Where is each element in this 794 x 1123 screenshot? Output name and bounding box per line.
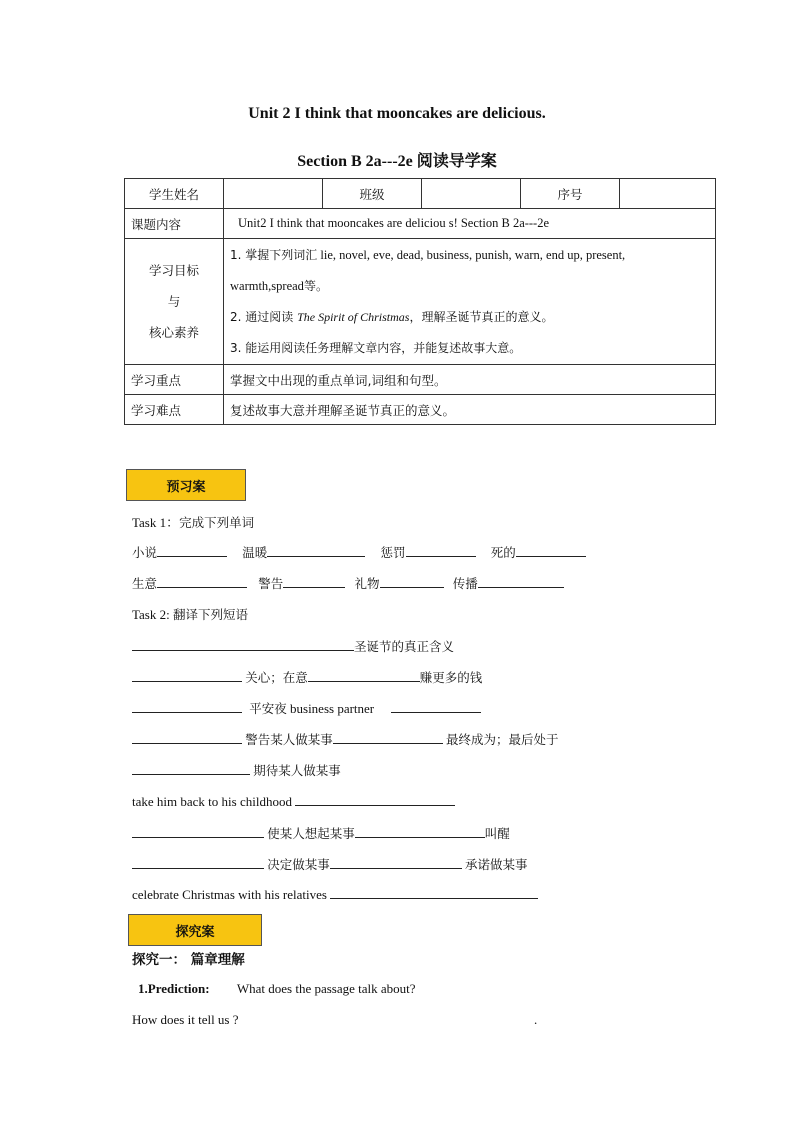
- goal-1-cont: [230, 271, 709, 302]
- phrase-row-9: [132, 886, 538, 903]
- how-question: How does it tell us ?: [132, 1012, 239, 1027]
- phrase-blank-2[interactable]: [132, 669, 242, 682]
- number-field[interactable]: [620, 179, 716, 209]
- phrase-5: business partner: [290, 701, 375, 716]
- phrase-10: 使某人想起某事: [267, 826, 355, 841]
- phrase-2: 关心；在意: [245, 670, 308, 685]
- phrase-row-4: [132, 730, 559, 748]
- phrase-13: 承诺做某事: [465, 857, 528, 872]
- goal-1-en: lie, novel, eve, dead, business, punish, warn, end up, present,: [317, 247, 626, 262]
- task1-row2: [132, 574, 564, 592]
- phrase-blank-10[interactable]: [132, 825, 264, 838]
- word-present-label: 礼物: [354, 576, 380, 591]
- goal-1: [230, 240, 709, 271]
- explore-heading-text: 探究一： 篇章理解: [132, 952, 245, 968]
- phrase-blank-7[interactable]: [333, 731, 443, 744]
- phrase-row-6: [132, 793, 455, 810]
- task1-title: [132, 512, 254, 531]
- name-field[interactable]: [224, 179, 323, 209]
- task2-title-cn: 翻译下列短语: [172, 607, 248, 622]
- task1-title-cn: 完成下列单词: [179, 515, 255, 530]
- word-punish-label: 惩罚: [380, 545, 406, 560]
- phrase-14: celebrate Christmas with his relatives: [132, 887, 327, 902]
- word-business-blank[interactable]: [157, 575, 247, 588]
- phrase-1: 圣诞节的真正含义: [354, 639, 455, 654]
- task2-title-en: Task 2:: [132, 607, 173, 622]
- goal-2: [230, 302, 709, 333]
- task2-title: [132, 605, 248, 623]
- word-warmth-label: 温暖: [242, 545, 268, 560]
- phrase-blank-1[interactable]: [132, 638, 354, 651]
- phrase-8: 期待某人做某事: [253, 763, 341, 778]
- word-dead-blank[interactable]: [516, 544, 586, 557]
- key-value: 掌握文中出现的重点单词,词组和句型。: [224, 365, 716, 395]
- goals-label: [125, 239, 224, 365]
- explore-tag: 探究案: [128, 914, 262, 946]
- word-novel-label: 小说: [132, 545, 158, 560]
- phrase-blank-3[interactable]: [308, 669, 420, 682]
- how-row: [132, 1012, 538, 1028]
- class-field[interactable]: [422, 179, 521, 209]
- word-business-label: 生意: [132, 576, 158, 591]
- topic-label: 课题内容: [125, 209, 224, 239]
- phrase-row-5: [132, 761, 341, 779]
- topic-value: Unit2 I think that mooncakes are deliciou s! Section B 2a---2e: [224, 209, 716, 239]
- number-label: 序号: [521, 179, 620, 209]
- word-novel-blank[interactable]: [157, 544, 227, 557]
- phrase-4: 平安夜: [249, 701, 287, 716]
- phrase-blank-13[interactable]: [330, 856, 462, 869]
- word-present-blank[interactable]: [380, 575, 444, 588]
- task1-title-en: Task 1：: [132, 515, 180, 530]
- phrase-blank-9[interactable]: [295, 793, 455, 806]
- goal-3: 3. 能运用阅读任务理解文章内容，并能复述故事大意。: [230, 340, 522, 355]
- prediction-row: [138, 981, 416, 997]
- phrase-blank-12[interactable]: [132, 856, 264, 869]
- phrase-blank-5[interactable]: [391, 700, 481, 713]
- word-warn-blank[interactable]: [283, 575, 345, 588]
- word-spread-blank[interactable]: [478, 575, 564, 588]
- key-label: 学习重点: [125, 365, 224, 395]
- goals-label-line2: 与: [167, 294, 181, 309]
- word-warn-label: 警告: [258, 576, 284, 591]
- phrase-row-2: [132, 668, 482, 686]
- subtitle-en: Section B 2a---2e: [297, 153, 413, 170]
- word-punish-blank[interactable]: [406, 544, 476, 557]
- goal-1-en-2: warmth,spread: [230, 278, 304, 293]
- phrase-blank-11[interactable]: [355, 825, 485, 838]
- word-spread-label: 传播: [452, 576, 478, 591]
- phrase-6: 警告某人做某事: [245, 732, 333, 747]
- document-title: Unit 2 I think that mooncakes are delicious.: [248, 105, 546, 122]
- explore-heading: [132, 948, 245, 968]
- phrase-row-1: [132, 637, 454, 655]
- name-label: 学生姓名: [125, 179, 224, 209]
- phrase-blank-14[interactable]: [330, 886, 538, 899]
- difficulty-label: 学习难点: [125, 395, 224, 425]
- phrase-7: 最终成为；最后处于: [446, 732, 559, 747]
- phrase-row-8: [132, 855, 528, 873]
- document-subtitle: [0, 148, 794, 171]
- goal-1-tail: 等。: [303, 278, 328, 293]
- preview-tag: 预习案: [126, 469, 246, 501]
- phrase-11: 叫醒: [484, 826, 510, 841]
- word-dead-label: 死的: [490, 545, 516, 560]
- goal-2-post: ，理解圣诞节真正的意义。: [409, 309, 554, 324]
- class-label: 班级: [323, 179, 422, 209]
- phrase-row-7: [132, 824, 510, 842]
- how-dot: .: [534, 1012, 538, 1027]
- subtitle-cn: 阅读导学案: [416, 151, 497, 170]
- goal-2-title: The Spirit of Christmas: [297, 309, 410, 324]
- phrase-12: 决定做某事: [267, 857, 330, 872]
- phrase-3: 赚更多的钱: [419, 670, 483, 685]
- phrase-blank-4[interactable]: [132, 700, 242, 713]
- phrase-row-3: [132, 699, 481, 717]
- goals-label-line1: 学习目标: [148, 263, 199, 278]
- word-warmth-blank[interactable]: [267, 544, 365, 557]
- phrase-blank-8[interactable]: [132, 762, 250, 775]
- prediction-question: What does the passage talk about?: [236, 981, 416, 996]
- goal-2-pre: 2. 通过阅读: [230, 309, 298, 324]
- goal-1-cn: 1. 掌握下列词汇: [230, 247, 318, 262]
- goals-label-line3: 核心素养: [148, 325, 199, 340]
- difficulty-value: 复述故事大意并理解圣诞节真正的意义。: [224, 395, 716, 425]
- phrase-blank-6[interactable]: [132, 731, 242, 744]
- task1-row1: [132, 543, 586, 561]
- phrase-9: take him back to his childhood: [132, 794, 292, 809]
- prediction-label: 1.Prediction:: [138, 981, 210, 996]
- goals-content: [224, 239, 716, 365]
- info-table: [124, 178, 716, 425]
